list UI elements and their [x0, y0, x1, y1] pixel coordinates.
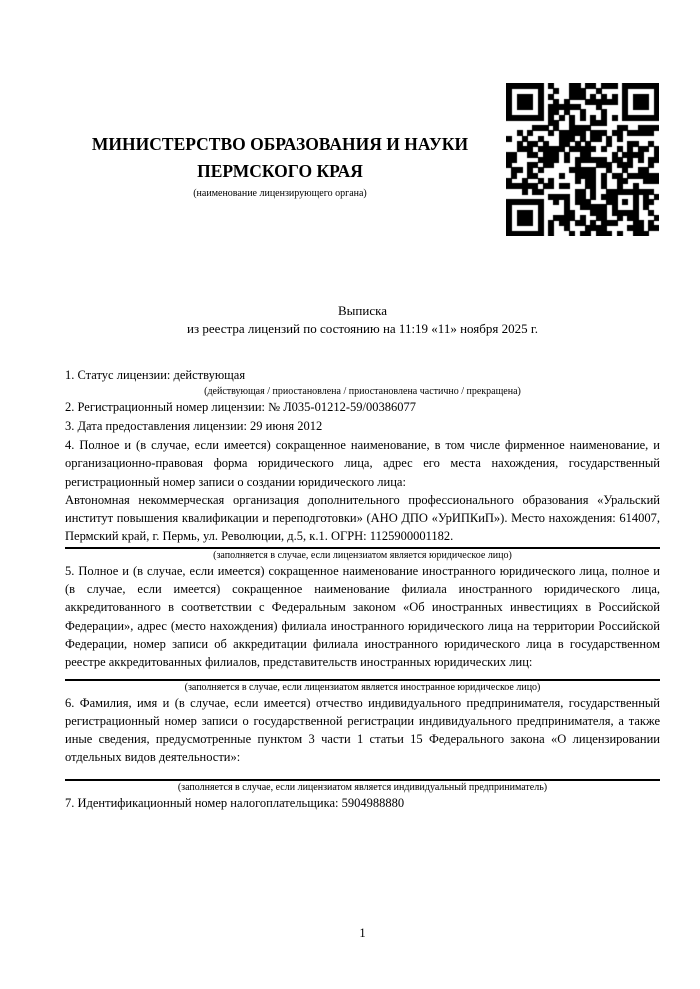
item-1-status-options-caption: (действующая / приостановлена / приостановлена частично / прекращена): [204, 386, 521, 397]
qr-code-icon: [506, 83, 659, 236]
item-2-registration-number: 2. Регистрационный номер лицензии: № Л035-01212-59/00386077: [65, 400, 416, 414]
document-title-line2: из реестра лицензий по состоянию на 11:19 «11» ноября 2025 г.: [187, 321, 538, 336]
item-3-license-grant-date: 3. Дата предоставления лицензии: 29 июня 2012: [65, 419, 323, 433]
item-5-foreign-entity-question: 5. Полное и (в случае, если имеется) сокращенное наименование иностранного юридического лица, полное и (в случае, если имеется) сокращенное наименование филиала иностранного юридического лица, аккредитованного в соответствии с Федеральным законом «Об иностранных инвестициях в Российской Федерации», адрес (место нахождения) филиала иностранного юридического лица на территории Российской Федерации, номер записи об аккредитации филиала иностранного юридического лица в государственном реестре аккредитованных филиалов, представительств иностранных юридических лиц:: [65, 563, 660, 670]
item-6-entrepreneur-question: 6. Фамилия, имя и (в случае, если имеется) отчество индивидуального предпринимателя, государственный регистрационный номер записи о государственной регистрации индивидуального предпринимателя, а также иные сведения, предусмотренные пунктом 3 части 1 статьи 15 Федерального закона «О лицензировании отдельных видов деятельности»:: [65, 695, 660, 765]
licensing-authority-header: [65, 131, 495, 200]
item-7-taxpayer-id: 7. Идентификационный номер налогоплательщика: 5904988880: [65, 795, 405, 810]
item-4-legal-entity-question: 4. Полное и (в случае, если имеется) сокращенное наименование, в том числе фирменное наименование, и организационно-правовая форма юридического лица, адрес его места нахождения, государственный регистрационный номер записи о создании юридического лица:: [65, 438, 660, 489]
document-title-line1: Выписка: [338, 303, 387, 318]
page-number: 1: [359, 926, 366, 940]
item-4-legal-entity-answer: Автономная некоммерческая организация дополнительного профессионального образования «Уральский институт повышения квалификации и переподготовки» (АНО ДПО «УрИПКиП»). Место нахождения: 614007, Пермский край, г. Пермь, ул. Революции, д.5, к.1. ОГРН: 1125900001182.: [65, 492, 660, 544]
document-body: [65, 366, 660, 813]
item-6-caption: (заполняется в случае, если лицензиатом является индивидуальный предприниматель): [177, 781, 548, 793]
item-5-caption: (заполняется в случае, если лицензиатом является иностранное юридическое лицо): [184, 681, 541, 693]
document-title: [65, 302, 660, 338]
item-4-caption: (заполняется в случае, если лицензиатом является юридическое лицо): [213, 549, 512, 561]
ministry-name-line2: ПЕРМСКОГО КРАЯ: [197, 161, 363, 181]
ministry-caption: (наименование лицензирующего органа): [193, 188, 367, 199]
ministry-name-line1: МИНИСТЕРСТВО ОБРАЗОВАНИЯ И НАУКИ: [91, 134, 469, 154]
item-1-license-status: 1. Статус лицензии: действующая: [65, 368, 246, 382]
